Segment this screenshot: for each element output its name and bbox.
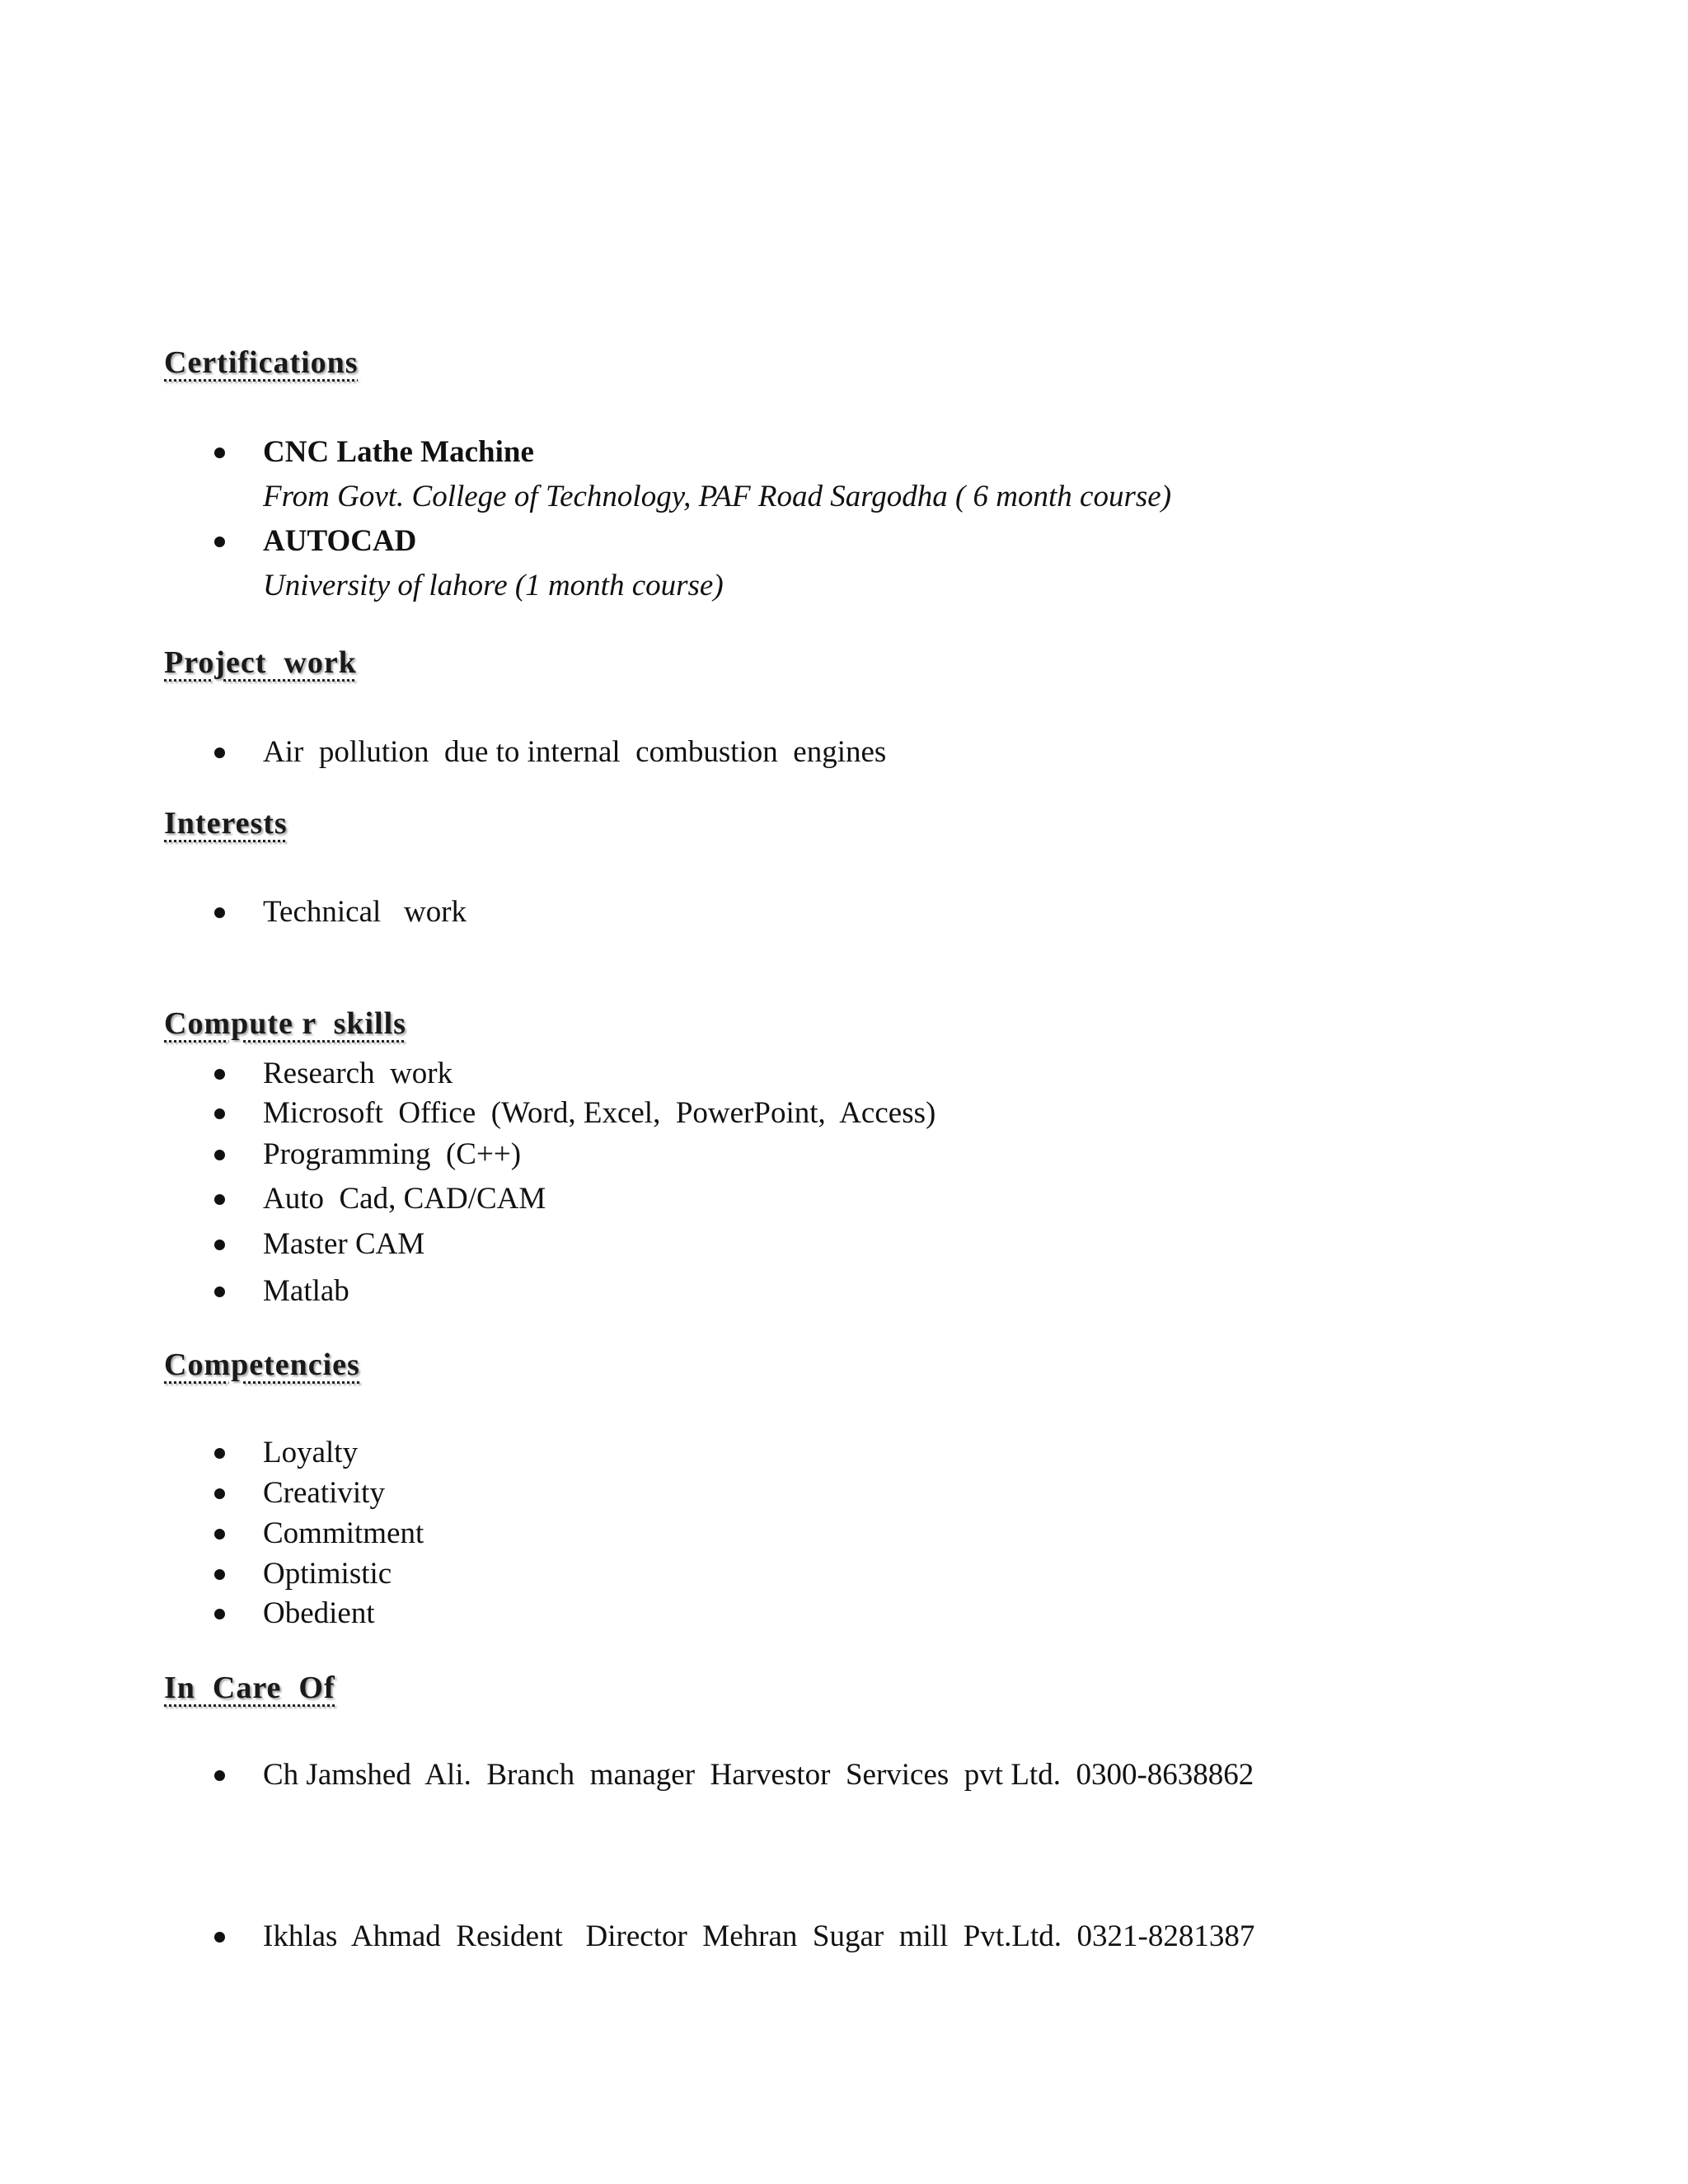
competency-item: Obedient xyxy=(263,1596,375,1630)
certification-title: AUTOCAD xyxy=(263,524,417,558)
in-care-of-list xyxy=(0,1755,1255,2078)
bullet-icon xyxy=(214,1609,225,1619)
list-item-detail xyxy=(0,476,1172,521)
bullet-icon xyxy=(214,748,225,758)
interests-heading: Interests xyxy=(164,806,288,841)
project-work-item: Air pollution due to internal combustion engines xyxy=(263,735,887,769)
bullet-icon xyxy=(214,1240,225,1250)
competency-item: Commitment xyxy=(263,1516,424,1550)
competencies-heading: Competencies xyxy=(164,1347,360,1382)
list-item xyxy=(0,1513,424,1554)
bullet-icon xyxy=(214,1108,225,1119)
bullet-icon xyxy=(214,1448,225,1459)
list-item xyxy=(0,1179,546,1224)
bullet-icon xyxy=(214,537,225,547)
list-item xyxy=(0,1224,425,1271)
bullet-icon xyxy=(214,1569,225,1580)
competency-item: Creativity xyxy=(263,1476,385,1510)
computer-skills-heading: Compute r skills xyxy=(164,1006,406,1041)
list-item-detail xyxy=(0,565,724,610)
interest-item: Technical work xyxy=(263,895,467,929)
competency-item: Optimistic xyxy=(263,1557,392,1591)
bullet-icon xyxy=(214,1194,225,1205)
certifications-list xyxy=(0,432,1172,610)
list-item xyxy=(0,1554,392,1593)
list-item xyxy=(0,1473,385,1513)
bullet-icon xyxy=(214,1488,225,1499)
skill-item: Programming (C++) xyxy=(263,1137,522,1171)
bullet-icon xyxy=(214,1529,225,1540)
reference-item: Ikhlas Ahmad Resident Director Mehran Sugar mill Pvt.Ltd. 0321-8281387 xyxy=(263,1919,1255,1953)
skill-item: Microsoft Office (Word, Excel, PowerPoint, Access) xyxy=(263,1096,936,1130)
list-item xyxy=(0,521,417,565)
bullet-icon xyxy=(214,907,225,918)
interest-item: Research work xyxy=(263,1057,453,1090)
skill-item: Auto Cad, CAD/CAM xyxy=(263,1182,546,1216)
skill-item: Master CAM xyxy=(263,1227,425,1261)
certification-detail: University of lahore (1 month course) xyxy=(263,569,724,602)
bullet-icon xyxy=(214,448,225,458)
certifications-heading: Certifications xyxy=(164,345,359,380)
bullet-icon xyxy=(214,1932,225,1943)
list-item xyxy=(0,1134,522,1179)
certification-title: CNC Lathe Machine xyxy=(263,435,534,469)
bullet-icon xyxy=(214,1286,225,1297)
list-item xyxy=(0,1916,1255,2078)
list-item xyxy=(0,432,534,476)
certification-detail: From Govt. College of Technology, PAF Road Sargodha ( 6 month course) xyxy=(263,480,1172,513)
list-item xyxy=(0,1755,1254,1916)
bullet-icon xyxy=(214,1770,225,1781)
skill-item: Matlab xyxy=(263,1274,349,1308)
bullet-icon xyxy=(214,1069,225,1080)
in-care-of-heading: In Care Of xyxy=(164,1671,335,1705)
bullet-icon xyxy=(214,1150,225,1160)
competency-item: Loyalty xyxy=(263,1436,359,1469)
list-item xyxy=(0,1432,359,1473)
reference-item: Ch Jamshed Ali. Branch manager Harvestor Services pvt Ltd. 0300-8638862 xyxy=(263,1758,1254,1792)
project-work-heading: Project work xyxy=(164,645,357,680)
list-item xyxy=(0,1093,936,1134)
